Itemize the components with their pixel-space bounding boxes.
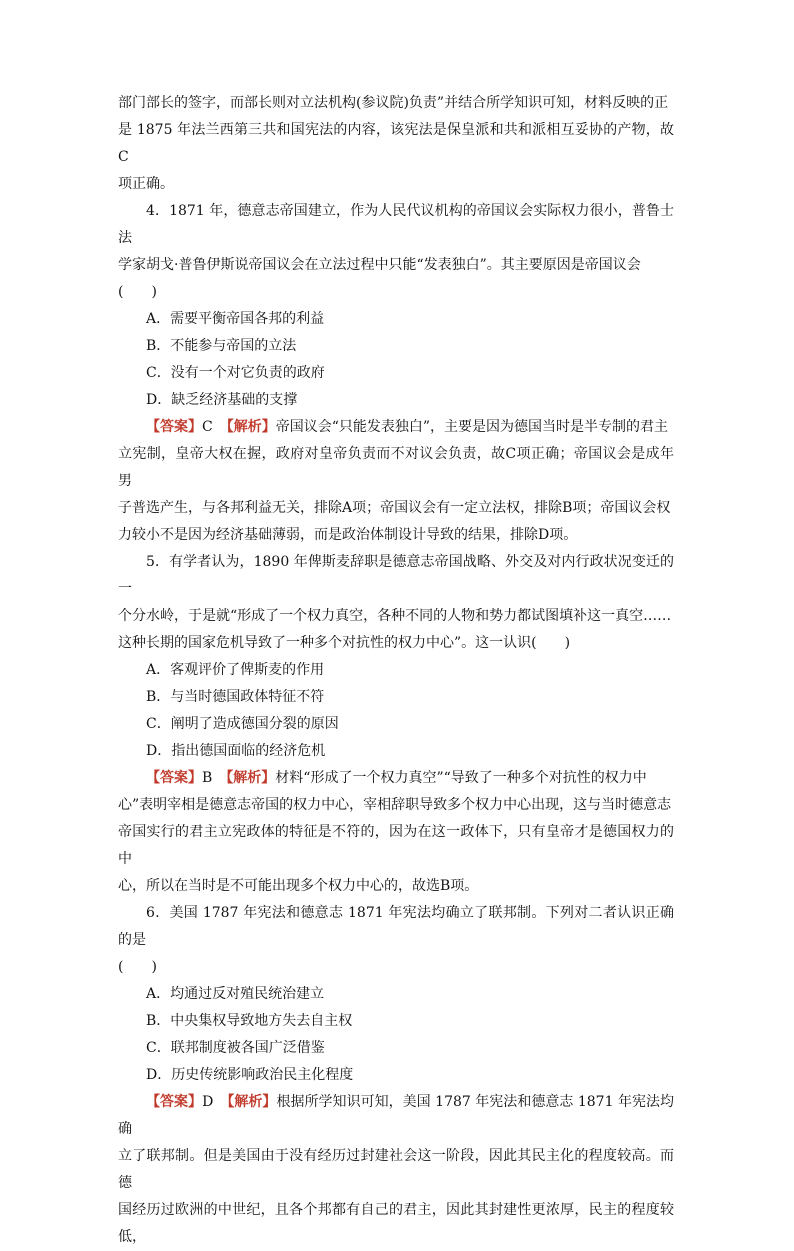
answer-label: 【答案】	[146, 770, 202, 786]
question-4-option-a: A．需要平衡帝国各邦的利益	[146, 311, 325, 327]
analysis-label: 【解析】	[226, 419, 276, 435]
question-6-option-d: D．历史传统影响政治民主化程度	[146, 1067, 354, 1083]
question-4-stem: 4．1871 年，德意志帝国建立，作为人民代议机构的帝国议会实际权力很小，普鲁士法 学家胡戈·普鲁伊斯说帝国议会在立法过程中只能“发表独白”。其主要原因是帝国议会 ( )	[118, 203, 674, 300]
answer-value: D	[202, 1094, 214, 1110]
question-4-answer: 【答案】C 【解析】帝国议会“只能发表独白”，主要是因为德国当时是半专制的君主 立宪制，皇帝大权在握，政府对皇帝负责而不对议会负责，故C项正确；帝国议会是成年男 子普选产生，与各邦利益无关，排除A项；帝国议会有一定立法权，排除B项；帝国议会权 力较小不是因为经济基础薄弱，而是政治体制设计导致的结果，排除D项。	[118, 419, 674, 543]
question-4-option-c: C．没有一个对它负责的政府	[146, 365, 325, 381]
question-5-option-a: A．客观评价了俾斯麦的作用	[146, 662, 325, 678]
question-5-option-b: B．与当时德国政体特征不符	[146, 689, 325, 705]
continuation-text: 部门部长的签字，而部长则对立法机构(参议院)负责”并结合所学知识可知，材料反映的正 是 1875 年法兰西第三共和国宪法的内容，该宪法是保皇派和共和派相互妥协的产物，故C 项正确。	[118, 95, 674, 192]
question-6-stem: 6．美国 1787 年宪法和德意志 1871 年宪法均确立了联邦制。下列对二者认识正确的是 ( )	[118, 905, 674, 975]
answer-label: 【答案】	[146, 419, 202, 435]
question-6-option-a: A．均通过反对殖民统治建立	[146, 986, 325, 1002]
question-6-option-b: B．中央集权导致地方失去自主权	[146, 1013, 353, 1029]
answer-value: B	[202, 770, 213, 786]
document-body	[118, 90, 674, 1251]
question-4-option-d: D．缺乏经济基础的支撑	[146, 392, 298, 408]
answer-value: C	[202, 419, 213, 435]
question-5-option-d: D．指出德国面临的经济危机	[146, 743, 326, 759]
answer-label: 【答案】	[146, 1094, 203, 1110]
question-5-option-c: C．阐明了造成德国分裂的原因	[146, 716, 339, 732]
analysis-label: 【解析】	[226, 770, 276, 786]
question-6-option-c: C．联邦制度被各国广泛借鉴	[146, 1040, 325, 1056]
analysis-label: 【解析】	[227, 1094, 277, 1110]
question-4-option-b: B．不能参与帝国的立法	[146, 338, 297, 354]
question-5-stem: 5．有学者认为，1890 年俾斯麦辞职是德意志帝国战略、外交及对内行政状况变迁的一 个分水岭，于是就“形成了一个权力真空，各种不同的人物和势力都试图填补这一真空…… 这种长期的国家危机导致了一种多个对抗性的权力中心”。这一认识( )	[118, 554, 674, 651]
question-5-answer: 【答案】B 【解析】材料“形成了一个权力真空”“导致了一种多个对抗性的权力中 心”表明宰相是德意志帝国的权力中心，宰相辞职导致多个权力中心出现，这与当时德意志 帝国实行的君主立宪政体的特征是不符的，因为在这一政体下，只有皇帝才是德国权力的中 心，所以在当时是不可能出现多个权力中心的，故选B项。	[118, 770, 674, 894]
question-6-answer: 【答案】D 【解析】根据所学知识可知，美国 1787 年宪法和德意志 1871 年宪法均确 立了联邦制。但是美国由于没有经历过封建社会这一阶段，因此其民主化的程度较高。而德 国经历过欧洲的中世纪，且各个邦都有自己的君主，因此其封建性更浓厚，民主的程度较低，	[118, 1094, 675, 1245]
